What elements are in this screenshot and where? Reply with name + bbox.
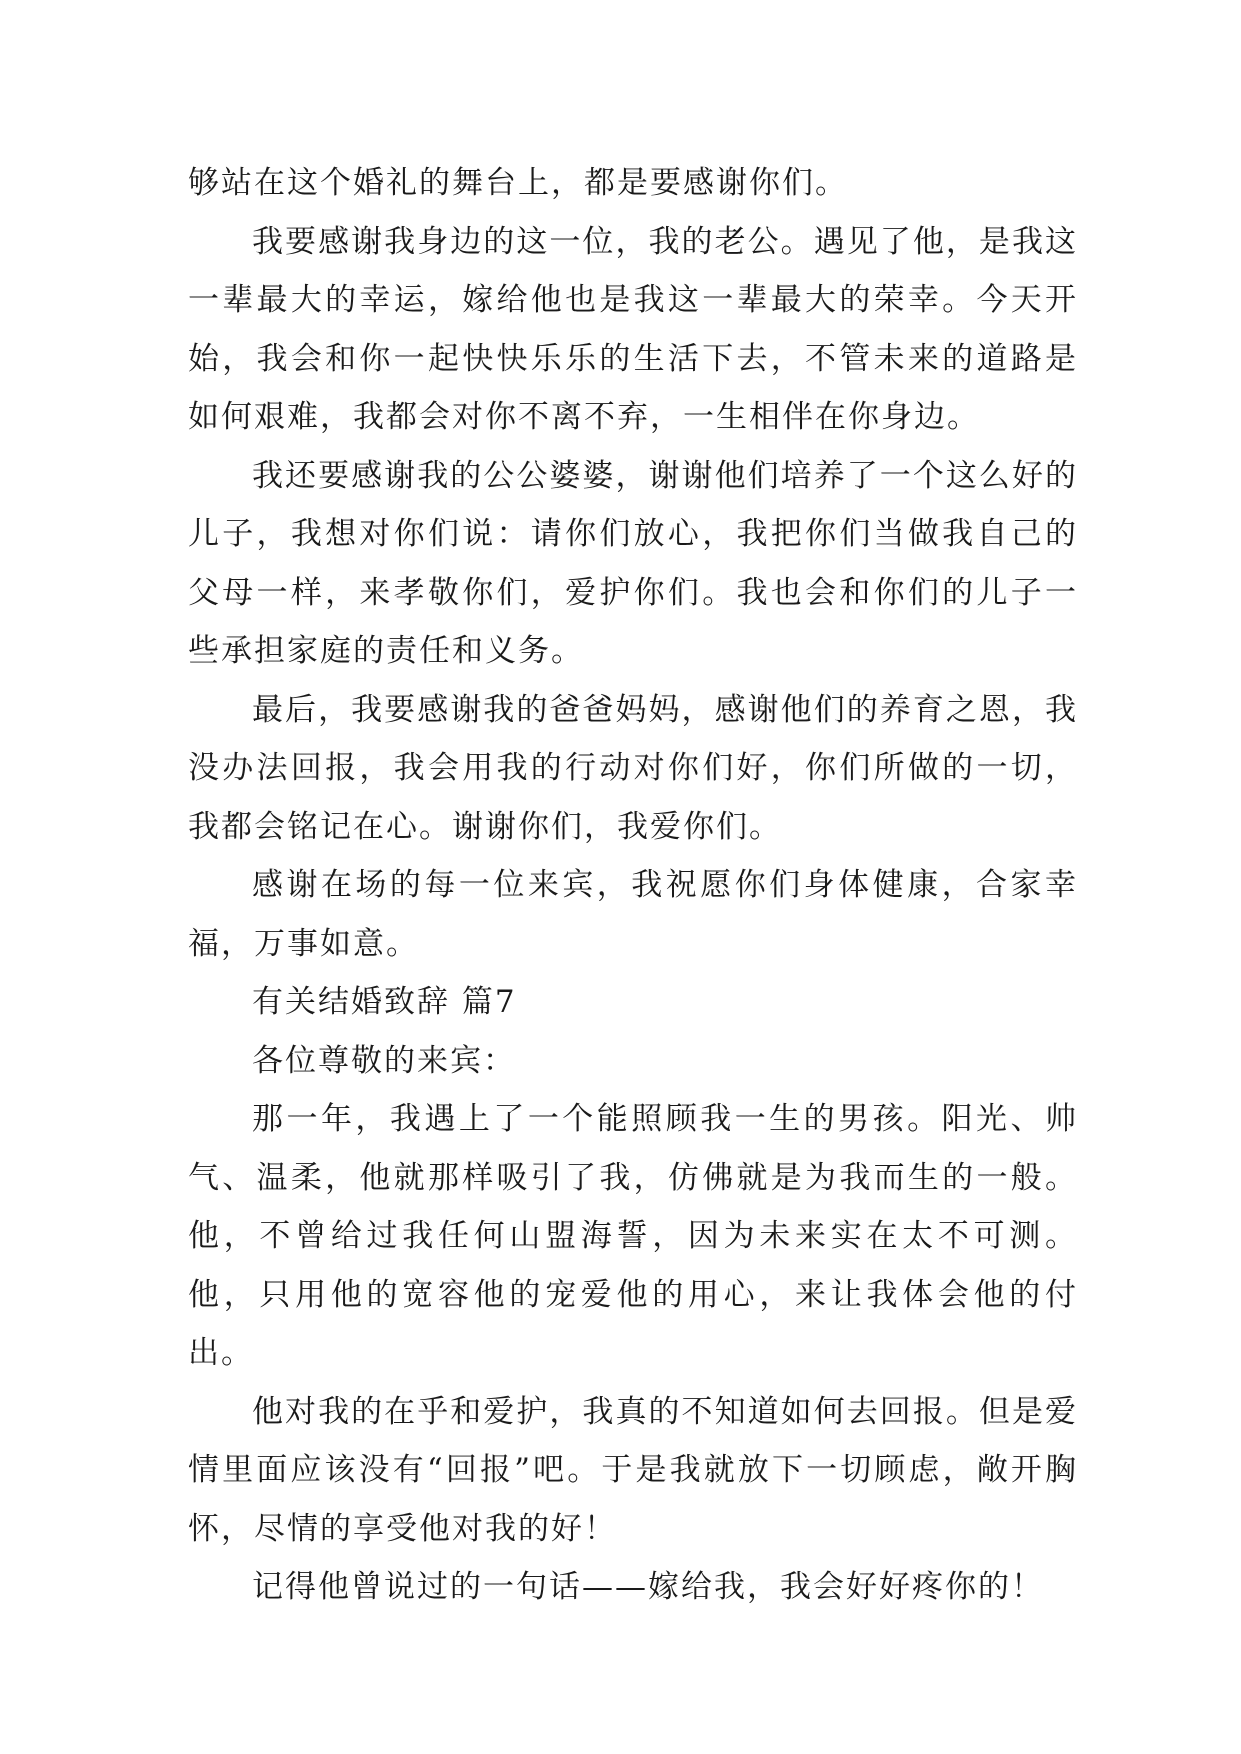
- paragraph-thanks-guests: 感谢在场的每一位来宾，我祝愿你们身体健康，合家幸福，万事如意。: [188, 867, 1078, 962]
- paragraph-meeting: 那一年，我遇上了一个能照顾我一生的男孩。阳光、帅气、温柔，他就那样吸引了我，仿佛就是为我而生的一般。他，不曾给过我任何山盟海誓，因为未来实在太不可测。他，只用他的宽容他的宠爱他的用心，来让我体会他的付出。: [188, 1101, 1078, 1371]
- document-body: [188, 154, 1078, 1617]
- section-heading: 有关结婚致辞 篇7: [252, 984, 517, 1020]
- paragraph-thanks-in-laws: 我还要感谢我的公公婆婆，谢谢他们培养了一个这么好的儿子，我想对你们说：请你们放心，我把你们当做我自己的父母一样，来孝敬你们，爱护你们。我也会和你们的儿子一些承担家庭的责任和义务。: [188, 457, 1078, 669]
- salutation: 各位尊敬的来宾：: [252, 1042, 516, 1079]
- paragraph-thanks-husband: 我要感谢我身边的这一位，我的老公。遇见了他，是我这一辈最大的幸运，嫁给他也是我这一辈最大的荣幸。今天开始，我会和你一起快快乐乐的生活下去，不管未来的道路是如何艰难，我都会对你不离不弃，一生相伴在你身边。: [188, 223, 1078, 435]
- paragraph-promise: 记得他曾说过的一句话——嫁给我，我会好好疼你的！: [252, 1569, 1044, 1605]
- paragraph-continuation: 够站在这个婚礼的舞台上，都是要感谢你们。: [188, 165, 848, 201]
- paragraph-care: 他对我的在乎和爱护，我真的不知道如何去回报。但是爱情里面应该没有“回报”吧。于是我就放下一切顾虑，敞开胸怀，尽情的享受他对我的好！: [188, 1393, 1078, 1547]
- paragraph-thanks-parents: 最后，我要感谢我的爸爸妈妈，感谢他们的养育之恩，我没办法回报，我会用我的行动对你们好，你们所做的一切，我都会铭记在心。谢谢你们，我爱你们。: [188, 691, 1078, 845]
